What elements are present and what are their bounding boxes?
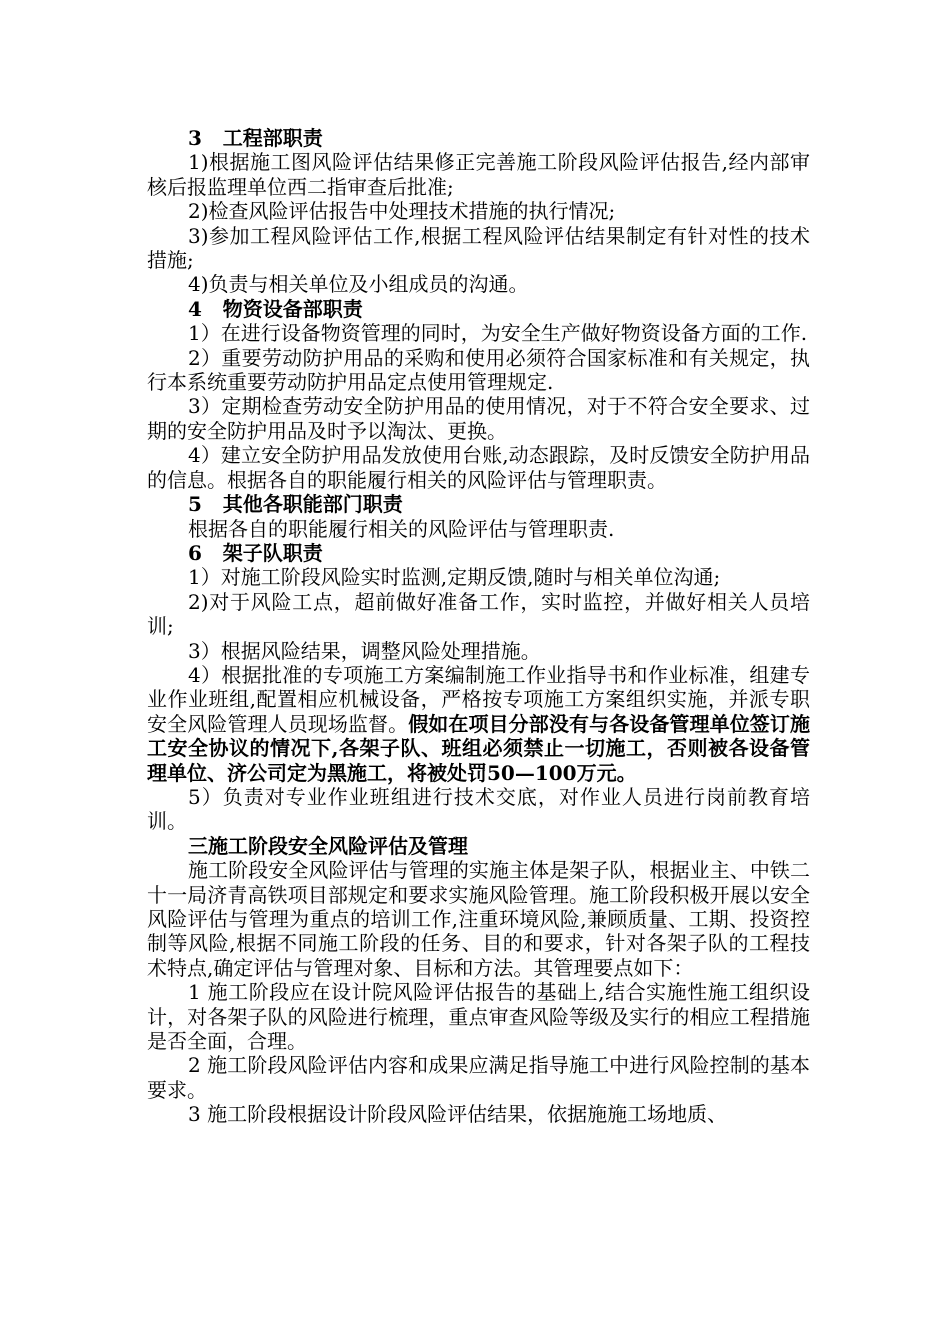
paragraph: 根据各自的职能履行相关的风险评估与管理职责. xyxy=(188,516,615,541)
section-heading-risk-assessment: 三施工阶段安全风险评估及管理 xyxy=(188,833,468,858)
paragraph: 1)根据施工图风险评估结果修正完善施工阶段风险评估报告,经内部审核后报监理单位西二指审查后批准; xyxy=(147,150,810,199)
paragraph-mixed xyxy=(147,663,810,785)
section-heading-other-departments: 5 其他各职能部门职责 xyxy=(188,492,403,517)
paragraph-normal-text: 4）根据批准的专项施工方案编制施工作业指导书和作业标准，组建专业作业班组,配置相应机械设备，严格按专项施工方案组织实施，并派专职安全风险管理人员现场监督。 xyxy=(147,662,810,736)
paragraph: 3 施工阶段根据设计阶段风险评估结果，依据施施工场地质、 xyxy=(188,1102,728,1127)
paragraph: 3）根据风险结果，调整风险处理措施。 xyxy=(188,638,541,663)
paragraph: 2）重要劳动防护用品的采购和使用必须符合国家标准和有关规定，执行本系统重要劳动防护用品定点使用管理规定. xyxy=(147,345,810,395)
paragraph: 4）建立安全防护用品发放使用台账,动态跟踪，及时反馈安全防护用品的信息。根据各自的职能履行相关的风险评估与管理职责。 xyxy=(147,443,810,492)
paragraph: 1）对施工阶段风险实时监测,定期反馈,随时与相关单位沟通; xyxy=(188,565,721,590)
paragraph: 施工阶段安全风险评估与管理的实施主体是架子队，根据业主、中铁二十一局济青高铁项目部规定和要求实施风险管理。施工阶段积极开展以安全风险评估与管理为重点的培训工作,注重环境风险,兼顾质量、工期、投资控制等风险,根据不同施工阶段的任务、目的和要求，针对各架子队的工程技术特点,确定评估与管理对象、目标和方法。其管理要点如下： xyxy=(147,858,810,980)
paragraph: 3）定期检查劳动安全防护用品的使用情况，对于不符合安全要求、过期的安全防护用品及时予以淘汰、更换。 xyxy=(147,394,810,443)
paragraph-bold-warning: 假如在项目分部没有与各设备管理单位签订施工安全协议的情况下,各架子队、班组必须禁止一切施工，否则被各设备管理单位、济公司定为黑施工，将被处罚50—100万元。 xyxy=(147,711,810,785)
paragraph: 5）负责对专业作业班组进行技术交底，对作业人员进行岗前教育培训。 xyxy=(147,784,810,834)
section-heading-engineering: 3 工程部职责 xyxy=(188,126,323,150)
paragraph: 2)对于风险工点，超前做好准备工作，实时监控，并做好相关人员培训; xyxy=(147,589,810,639)
paragraph: 2)检查风险评估报告中处理技术措施的执行情况; xyxy=(188,199,616,224)
paragraph: 3)参加工程风险评估工作,根据工程风险评估结果制定有针对性的技术措施; xyxy=(147,223,810,273)
paragraph: 2 施工阶段风险评估内容和成果应满足指导施工中进行风险控制的基本要求。 xyxy=(147,1053,810,1102)
section-heading-materials: 4 物资设备部职责 xyxy=(188,296,363,321)
paragraph: 1）在进行设备物资管理的同时，为安全生产做好物资设备方面的工作. xyxy=(188,321,808,346)
paragraph: 1 施工阶段应在设计院风险评估报告的基础上,结合实施性施工组织设计，对各架子队的风险进行梳理，重点审查风险等级及实行的相应工程措施是否全面，合理。 xyxy=(147,980,810,1054)
paragraph: 4)负责与相关单位及小组成员的沟通。 xyxy=(188,272,529,297)
section-heading-scaffold-team: 6 架子队职责 xyxy=(188,540,323,565)
